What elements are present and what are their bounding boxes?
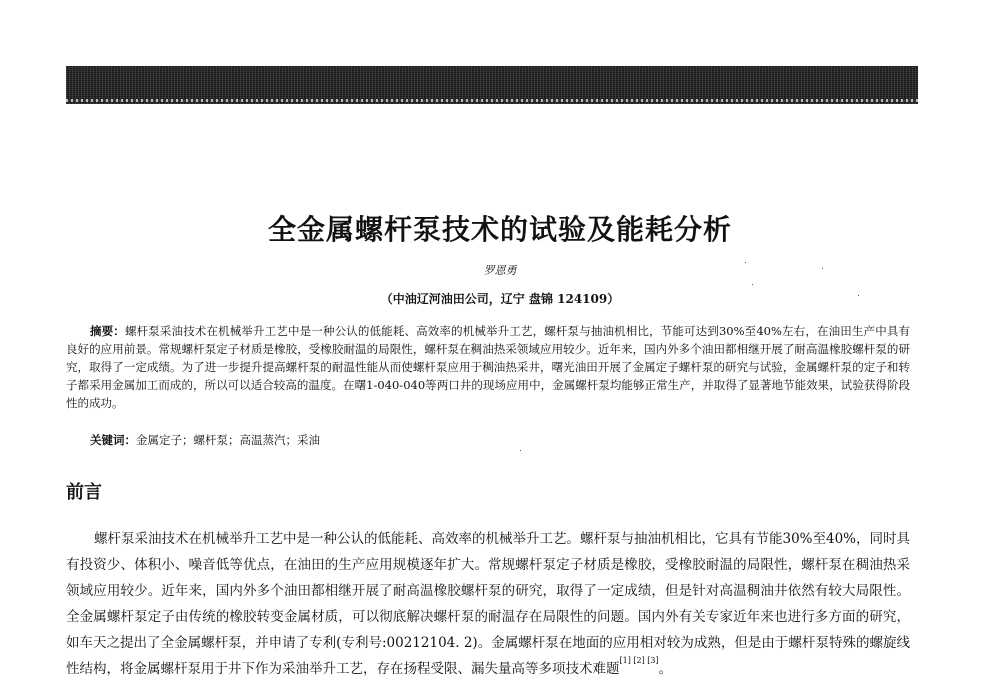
author-name: 罗恩勇 — [483, 264, 517, 277]
abstract-label: 摘要： — [90, 324, 125, 338]
section-heading: 前言 — [66, 482, 102, 503]
abstract — [66, 322, 910, 412]
keywords — [66, 431, 910, 449]
body-paragraph — [66, 526, 910, 682]
affiliation: （中油辽河油田公司，辽宁 盘锦 124109） — [380, 292, 620, 306]
header-banner — [66, 66, 918, 104]
citation-refs: [1] [2] [3] — [619, 656, 659, 665]
paper-title: 全金属螺杆泵技术的试验及能耗分析 — [267, 213, 732, 246]
body-paragraph-text: 螺杆泵采油技术在机械举升工艺中是一种公认的低能耗、高效率的机械举升工艺。螺杆泵与抽油机相比，它具有节能30%至40%，同时具有投资少、体积小、噪音低等优点，在油田的生产应用规模逐年扩大。常规螺杆泵定子材质是橡胶，受橡胶耐温的局限性，螺杆泵在稠油热采领域应用较少。近年来，国内外多个油田都相继开展了耐高温橡胶螺杆泵的研究，取得了一定成绩，但是针对高温稠油井依然有较大局限性。全金属螺杆泵定子由传统的橡胶转变金属材质，可以彻底解决螺杆泵的耐温存在局限性的问题。国内外有关专家近年来也进行多方面的研究，如车天之提出了全金属螺杆泵，并申请了专利(专利号:00212104. 2)。金属螺杆泵在地面的应用相对较为成熟，但是由于螺杆泵特殊的螺旋线性结构，将金属螺杆泵用于井下作为采油举升工艺，存在扬程受限、漏失量高等多项技术难题 — [66, 531, 911, 677]
abstract-text: 螺杆泵采油技术在机械举升工艺中是一种公认的低能耗、高效率的机械举升工艺，螺杆泵与抽油机相比，节能可达到30%至40%左右，在油田生产中具有良好的应用前景。常规螺杆泵定子材质是橡胶，受橡胶耐温的局限性，螺杆泵在稠油热采领域应用较少。近年来，国内外多个油田都相继开展了耐高温橡胶螺杆泵的研究，取得了一定成绩。为了进一步提升提高螺杆泵的耐温性能从而使螺杆泵应用于稠油热采井，曙光油田开展了金属定子螺杆泵的研究与试验，金属螺杆泵的定子和转子都采用金属加工而成的，所以可以适合较高的温度。在曙1-040-040等两口井的现场应用中，金属螺杆泵均能够正常生产，并取得了显著地节能效果，试验获得阶段性的成功。 — [66, 324, 910, 410]
scan-speck — [822, 268, 823, 269]
scan-speck — [745, 262, 746, 263]
scan-speck — [520, 450, 521, 451]
keywords-text: 金属定子；螺杆泵；高温蒸汽；采油 — [136, 433, 320, 447]
paragraph-end: 。 — [658, 661, 673, 677]
scan-speck — [752, 284, 753, 285]
keywords-label: 关键词： — [90, 433, 136, 447]
scan-speck — [858, 295, 859, 296]
